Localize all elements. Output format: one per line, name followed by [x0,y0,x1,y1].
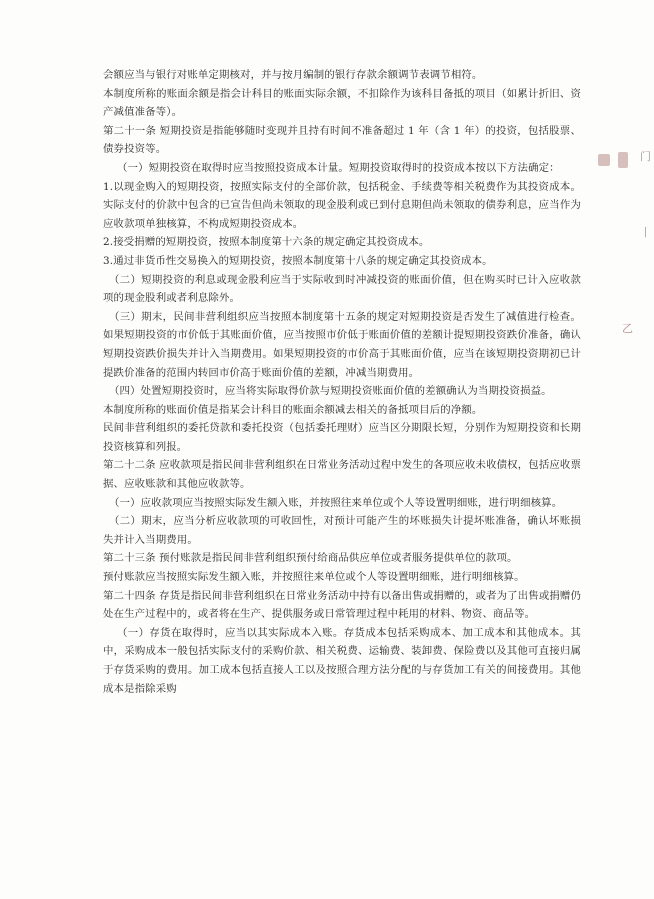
paragraph-15: （二）期末，应当分析应收款项的可收回性，对预计可能产生的坏账损失计提坏账准备，确认坏账损失并计入当期费用。 [103,515,581,546]
paragraph-17: 预付账款应当按照实际发生额入账，并按照往来单位或个人等设置明细账，进行明细核算。 [103,571,525,584]
paragraph-8: （二）短期投资的利息或现金股利应当于实际收到时冲减投资的账面价值，但在购买时已计入应收款项的现金股利或者利息除外。 [103,273,581,305]
seal-mark-top [598,154,610,166]
seal-mark-mid [618,152,628,168]
edge-mark-3: 乙 [622,322,633,335]
paragraph-11: 本制度所称的账面价值是指某会计科目的账面余额减去相关的备抵项目后的净额。 [103,403,483,416]
edge-mark-2: 丨 [640,226,651,239]
paragraph-19: （一）存货在取得时，应当以其实际成本入账。存货成本包括采购成本、加工成本和其他成本。其中，采购成本一般包括实际支付的采购价款、相关税费、运输费、装卸费、保险费以及其他可直接归属于存货采购的费用。加工成本包括直接人工以及按照合理方法分配的与存货加工有关的间接费用。其他成本是指除采购 [103,626,581,695]
paragraph-3: 第二十一条 短期投资是指能够随时变现并且持有时间不准备超过 1 年（含 1 年）的投资，包括股票、债券投资等。 [103,124,581,156]
paragraph-16: 第二十三条 预付账款是指民间非营利组织预付给商品供应单位或者服务提供单位的款项。 [103,552,518,565]
paragraph-2: 本制度所称的账面余额是指会计科目的账面实际余额，不扣除作为该科目备抵的项目（如累计折旧、资产减值准备等）。 [103,87,581,119]
paragraph-9: （三）期末，民间非营利组织应当按照本制度第十五条的规定对短期投资是否发生了减值进行检查。如果短期投资的市价低于其账面价值，应当按照市价低于账面价值的差额计提短期投资跌价准备，确认短期投资跌价损失并计入当期费用。如果短期投资的市价高于其账面价值，应当在该短期投资期初已计提跌价准备的范围内转回市价高于账面价值的差额，冲减当期费用。 [103,310,581,379]
paragraph-7: 3.通过非货币性交易换入的短期投资，按照本制度第十八条的规定确定其投资成本。 [103,254,493,267]
paragraph-6: 2.接受捐赠的短期投资，按照本制度第十六条的规定确定其投资成本。 [103,236,430,249]
document-body [103,66,581,698]
paragraph-10: （四）处置短期投资时，应当将实际取得价款与短期投资账面价值的差额确认为当期投资损益。 [109,385,552,398]
edge-mark-1: 门 [640,150,651,163]
paragraph-4: （一）短期投资在取得时应当按照投资成本计量。短期投资取得时的投资成本按以下方法确定： [117,161,560,174]
paragraph-18: 第二十四条 存货是指民间非营利组织在日常业务活动中持有以备出售或捐赠的，或者为了出售或捐赠仍处在生产过程中的，或者将在生产、提供服务或日常管理过程中耗用的材料、物资、商品等。 [103,589,581,621]
paragraph-13: 第二十二条 应收款项是指民间非营利组织在日常业务活动过程中发生的各项应收未收债权，包括应收票据、应收账款和其他应收款等。 [103,459,581,491]
paragraph-5: 1.以现金购入的短期投资，按照实际支付的全部价款，包括税金、手续费等相关税费作为其投资成本。实际支付的价款中包含的已宣告但尚未领取的现金股利或已到付息期但尚未领取的债券利息，应当作为应收款项单独核算，不构成短期投资成本。 [103,180,581,230]
paragraph-14: （一）应收款项应当按照实际发生额入账，并按照往来单位或个人等设置明细账，进行明细核算。 [109,496,563,509]
paragraph-1: 会额应当与银行对账单定期核对，并与按月编制的银行存款余额调节表调节相符。 [103,69,483,81]
paragraph-12: 民间非营利组织的委托贷款和委托投资（包括委托理财）应当区分期限长短，分别作为短期投资和长期投资核算和列报。 [103,422,581,453]
